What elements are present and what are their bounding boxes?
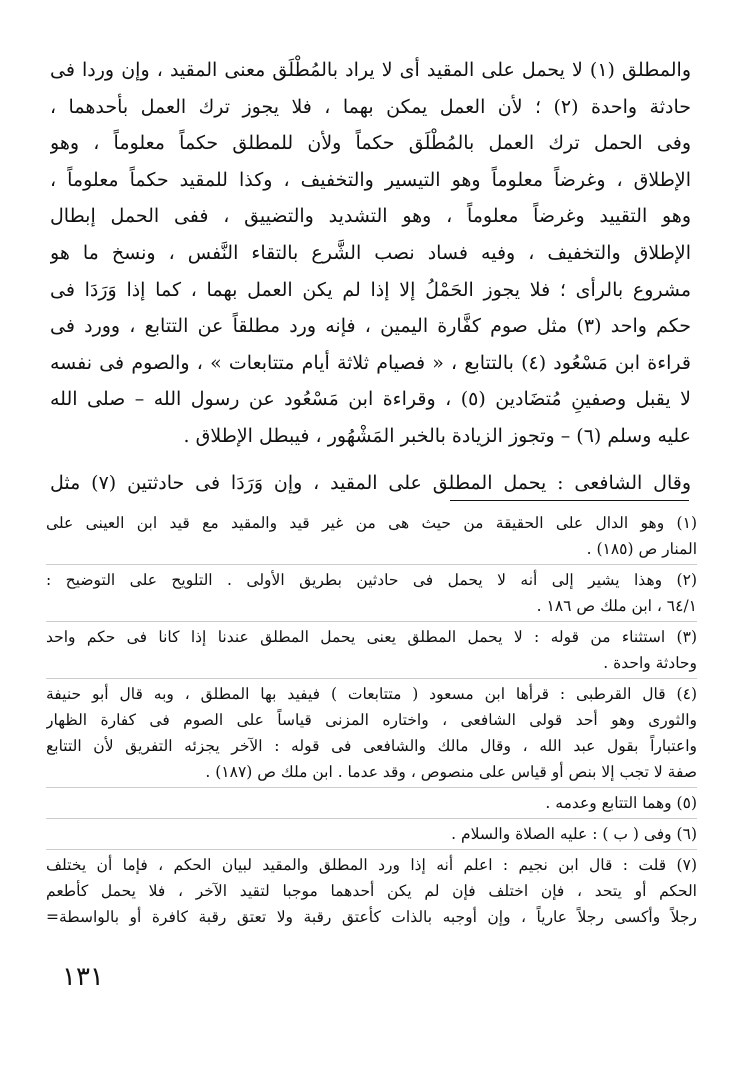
footnote-4	[46, 678, 697, 785]
body-line-new-paragraph: وقال الشافعى : يحمل المطلق على المقيد ، وإن وَرَدَا فى حادثتين (٧) مثل	[50, 471, 691, 494]
footnote-line: الحكم أو يتحد ، فإن اختلف فإن لم يكن أحدهما موجبا لتقيد الآخر ، فلا يحمل كأطعم	[46, 882, 697, 900]
footnote-line: ٦٤/١ ، ابن ملك ص ١٨٦ .	[536, 597, 697, 615]
footnote-separator	[450, 500, 689, 501]
footnote-line: (٤) قال القرطبى : قرأها ابن مسعود ( متتابعات ) فيفيد بها المطلق ، وبه قال أبو حنيفة	[46, 685, 697, 703]
footnotes	[46, 510, 697, 930]
footnote-line: (٣) استثناء من قوله : لا يحمل المطلق يعنى يحمل المطلق عندنا إذا كانا فى حكم واحد	[46, 628, 697, 646]
footnote-line: (٧) قلت : قال ابن نجيم : اعلم أنه إذا ورد المطلق والمقيد لبيان الحكم ، فإما أن يختلف	[46, 856, 697, 874]
body-line: لا يقبل وصفينِ مُتضَادين (٥) ، وقراءة ابن مَسْعُود عن رسول الله – صلى الله	[50, 388, 691, 411]
footnote-line: (٢) وهذا يشير إلى أنه لا يحمل فى حادثين بطريق الأولى . التلويح على التوضيح :	[46, 571, 697, 589]
body-line: الإطلاق والتخفيف ، وفيه فساد نصب الشَّرع بالتقاء النَّفس ، ونسخ ما هو	[50, 241, 691, 264]
footnote-line: (٥) وهما التتابع وعدمه .	[545, 794, 697, 812]
body-line: وفى الحمل ترك العمل بالمُطْلَق حكماً ولأن للمطلق حكماً معلوماً ، وهو	[50, 132, 691, 155]
footnote-line: المنار ص (١٨٥) .	[586, 540, 697, 558]
body-line: وهو التقييد وغرضاً معلوماً ، وهو التشديد والتضييق ، ففى الحمل إبطال	[50, 205, 691, 228]
footnote-line: والثورى وهو أحد قولى الشافعى ، واختاره المزنى قياساً على الصوم فى كفارة الظهار	[46, 711, 697, 729]
footnote-7	[46, 849, 697, 930]
body-line: قراءة ابن مَسْعُود (٤) بالتتابع ، « فصيام ثلاثة أيام متتابعات » ، والصوم فى نفسه	[50, 351, 691, 374]
body-line: حكم واحد (٣) مثل صوم كفَّارة اليمين ، فإنه ورد مطلقاً عن التتابع ، وورد فى	[50, 315, 691, 338]
footnote-3	[46, 621, 697, 676]
body-line: مشروع بالرأى ؛ فلا يجوز الحَمْلُ إلا إذا لم يكن العمل بهما ، كما إذا وَرَدَا فى	[50, 278, 691, 301]
footnote-1	[46, 510, 697, 562]
footnote-line: (١) وهو الدال على الحقيقة من حيث هى من غير قيد والمقيد مع قيد ابن العينى على	[46, 514, 697, 532]
body-line: عليه وسلم (٦) – وتجوز الزيادة بالخبر المَشْهُور ، فيبطل الإطلاق .	[183, 424, 691, 447]
footnote-line: واعتباراً بقول عبد الله ، وقال مالك والشافعى فى قوله : الآخر يجزئه التفريق لأن التتابع	[46, 737, 697, 755]
body-line: الإطلاق ، وغرضاً معلوماً وهو التيسير والتخفيف ، وكذا للمقيد حكماً معلوماً ،	[50, 168, 691, 191]
footnote-line: صفة لا تجب إلا بنص أو قياس على منصوص ، وقد عدما . ابن ملك ص (١٨٧) .	[205, 763, 697, 781]
footnote-line: (٦) وفى ( ب ) : عليه الصلاة والسلام .	[451, 825, 697, 843]
body-line: والمطلق (١) لا يحمل على المقيد أى لا يراد بالمُطْلَق معنى المقيد ، وإن وردا فى	[50, 59, 691, 81]
main-text	[50, 52, 691, 501]
footnote-6	[46, 818, 697, 847]
body-line: حادثة واحدة (٢) ؛ لأن العمل يمكن بهما ، فلا يجوز ترك العمل بأحدهما ،	[50, 95, 691, 118]
footnote-5	[46, 787, 697, 816]
page-number: ١٣١	[62, 962, 104, 992]
footnote-2	[46, 564, 697, 619]
footnote-line: رجلاً وأكسى رجلاً عارياً ، وإن أوجبه بالذات كأعتق رقبة ولا تعتق رقبة كافرة أو بالواسطة=	[46, 908, 697, 926]
footnote-line: وحادثة واحدة .	[603, 654, 697, 672]
